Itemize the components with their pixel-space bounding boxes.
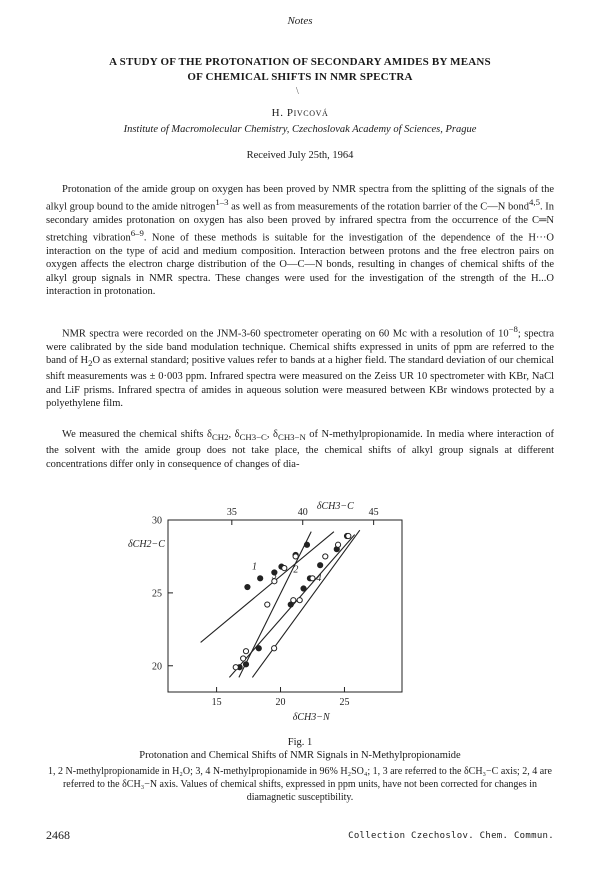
left-axis-label: δCH2−C [128,539,165,550]
series-3-point [265,602,270,607]
plot-frame [168,520,402,692]
journal-name: Collection Czechoslov. Chem. Commun. [348,831,554,841]
author-name: H. Pivcová [271,107,329,119]
series-4-point [310,576,315,581]
series-label-2: 2 [293,564,299,576]
series-label-1: 1 [252,561,258,573]
series-3-point [241,656,246,661]
author-affiliation: Institute of Macromolecular Chemistry, Czechoslovak Academy of Sciences, Prague [123,124,477,135]
series-1-fit-line [201,532,334,643]
series-4-point [297,598,302,603]
article-title [60,55,540,85]
figure-caption-title: Protonation and Chemical Shifts of NMR Signals in N-Methylpropionamide [139,750,461,761]
series-label-3: 3 [271,570,277,582]
figure-caption: 1, 2 N-methylpropionamide in H₂O; 3, 4 N-methylpropionamide in 96% H₂SO₄; 1, 3 are referred to the δCH₃−C axis; 2, 4 are referred to the δCH₃−N axis. Values of chemical shifts, expressed in ppm units, have not been corrected for changes in diamagnetic susceptibility. [48,766,552,803]
left-axis-tick-label: 20 [152,661,162,673]
paragraph-2: NMR spectra were recorded on the JNM-3-60 spectrometer operating on 60 Mc with a resolution of $10^{-8}$; spectra were calibrated by the side band modulation technique. Chemical shifts expressed in units of ppm are referred to the band of $H_2O$ as external standard; positive values refer to bands at a higher field. The standard deviation of our chemical shift measurements was ± 0·003 ppm. Infrared spectra were measured on the Zeiss UR 10 spectrometer with KBr, NaCl and LiF prisms. Infrared spectra of amides in aqueous solution were measured between KBr windows protected by a polyethylene film. [46,324,554,410]
paragraph-1: Protonation of the amide group on oxygen has been proved by NMR spectra from the splitting of the signals of the alkyl group bound to the amide nitrogen$^{1-3}$ as well as from measurements of the rotation barrier of the C—N bond$^{4,5}$. In secondary amides protonation on oxygen has also been proved by infrared spectra from the occurrence of the C═N stretching vibration$^{6-9}$. None of these methods is suitable for the investigation of the dependence of the H···O interaction on the type of acid and medium composition. Interaction between protons and the free electron pairs on oxygen affects the electron charge distribution of the O—C—N bonds, resulting in changes of chemical shifts of the alkyl group signals in NMR spectra. These changes were used for the investigation of the strength of the H...O interaction in protonation. [46,184,554,298]
bottom-axis-tick-label: 20 [275,697,286,708]
series-4-point [291,598,296,603]
series-2-point [243,662,248,667]
series-4-point [346,533,351,538]
series-1-point [258,576,263,581]
left-axis-tick-label: 25 [152,588,162,600]
bottom-axis-tick-label: 15 [211,697,222,708]
title-line-2: OF CHEMICAL SHIFTS IN NMR SPECTRA [187,71,413,83]
series-1-point [245,584,250,589]
series-3-point [293,554,298,559]
top-axis-label: δCH3−C [316,501,354,512]
title-line-1: A STUDY OF THE PROTONATION OF SECONDARY AMIDES BY MEANS [109,56,491,68]
received-date: Received July 25th, 1964 [246,150,354,161]
paragraph-3: We measured the chemical shifts $\delta_{CH2}$, $\delta_{CH3-C}$, $\delta_{CH3-N}$ of N-methylpropionamide. In media where interaction of the solvent with the amide group does not take place, the chemical shifts of alkyl group signals at different concentrations differ only in consequence of changes of dia- [46,429,554,470]
series-label-4: 4 [316,573,322,585]
bottom-axis-label: δCH3−N [292,712,330,723]
left-axis-tick-label: 30 [152,515,162,527]
series-1-point [304,542,309,547]
page-number: 2468 [46,828,70,842]
series-4-point [272,646,277,651]
series-2-point [318,563,323,568]
section-label: Notes [287,15,313,27]
top-axis-tick-label: 35 [226,507,237,518]
series-3-fit-line [239,532,311,678]
series-3-point [282,566,287,571]
series-3-point [243,649,248,654]
chemical-shift-chart [0,500,600,740]
figure-label: Fig. 1 [287,737,313,748]
series-4-point [335,542,340,547]
bottom-axis-tick-label: 25 [339,697,350,708]
series-2-point [256,646,261,651]
series-2-point [301,586,306,591]
top-axis-tick-label: 45 [368,507,379,518]
top-axis-tick-label: 40 [297,507,308,518]
series-4-point [323,554,328,559]
stray-mark: \ [296,86,299,97]
series-4-point [233,665,238,670]
